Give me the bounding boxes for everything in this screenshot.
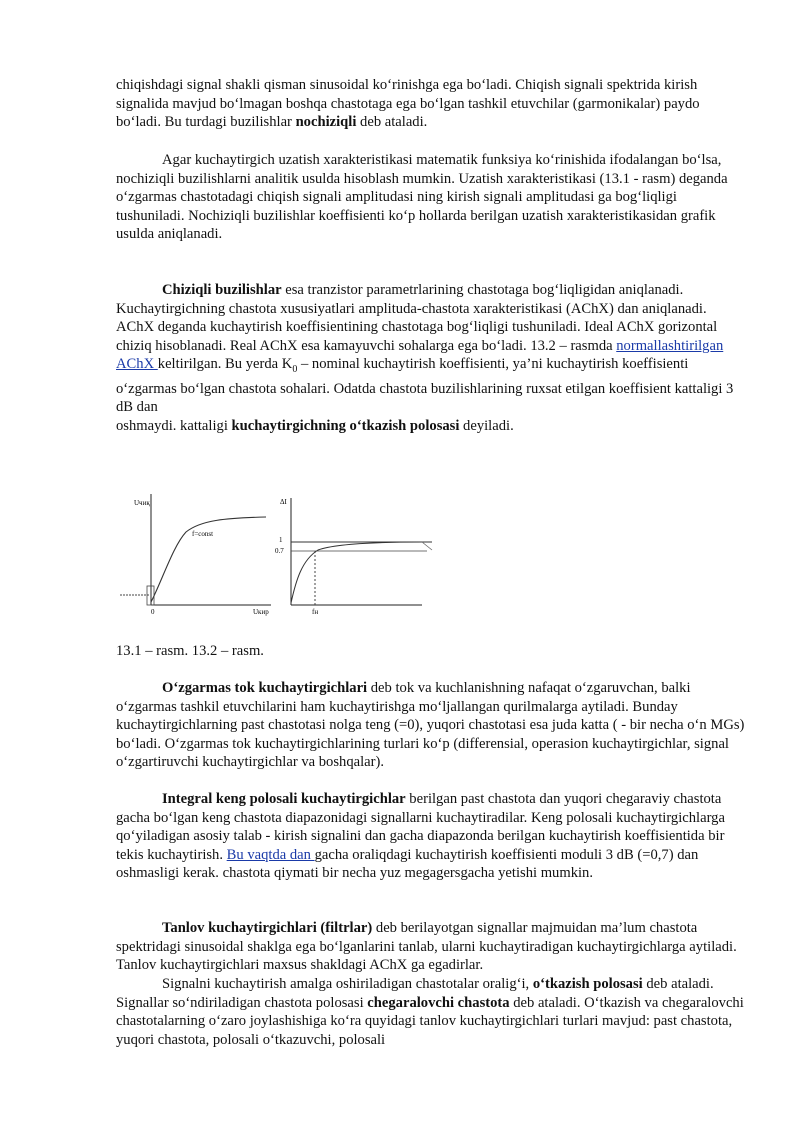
figure-caption <box>116 642 746 661</box>
text-run: keltirilgan. Bu yerda K <box>157 356 293 373</box>
paragraph-nonlinear-distortion <box>116 76 746 132</box>
text-run: esa tranzistor parametrlarining chastotaga bog‘liqligidan aniqlanadi. Kuchaytirgichning chastota xususiyatlari amplituda-chastota xarakteristikasi (AChX) dan aniqlanadi. AChX deganda kuchaytirish koeffisientining chastotaga bog‘liqligi tushuniladi. Ideal AChX gorizontal chiziq hisoblanadi. Real AChX esa kamayuvchi sohalarga ega bo‘ladi. 13.2 – rasmda <box>116 282 718 354</box>
curve-tail <box>422 542 432 550</box>
text-run: Signalni kuchaytirish amalga oshiriladigan chastotalar oralig‘i, <box>162 976 533 992</box>
text-run: berilgan past chastota dan yuqori chegaraviy chastota gacha bo‘lgan keng chastota diapazonidagi signallarni kuchaytiradilar. Keng polosali kuchaytirgichlarga qo‘yiladigan asosiy talab - kirish signalini dan gacha diapazonda berilgan kuchaytirish koeffisientida bir tekis kuchaytirish. <box>116 791 725 863</box>
link-normalized-achx[interactable]: normallashtirilgan AChX <box>116 337 724 373</box>
bold-term: Integral keng polosali kuchaytirgichlar <box>162 791 406 807</box>
text-run: deb ataladi. <box>356 114 428 131</box>
paragraph-selective-amplifiers <box>116 919 746 975</box>
tick-label-07: 0.7 <box>275 547 284 555</box>
paragraph-wideband-amplifiers <box>116 790 746 883</box>
y-axis-label: Uчиқ <box>134 499 150 507</box>
paragraph-dc-amplifiers <box>116 679 746 772</box>
bold-term: Chiziqli buzilishlar <box>162 282 282 298</box>
figure-normalized-achx <box>272 490 442 620</box>
caption-text: 13.1 – rasm. 13.2 – rasm. <box>116 643 264 659</box>
x-axis-label: Uкир <box>253 608 269 616</box>
figure-transfer-characteristic <box>116 490 276 620</box>
x-axis-label: fн <box>312 608 319 616</box>
origin-label: 0 <box>151 608 155 616</box>
bold-term: o‘tkazish polosasi <box>532 976 643 992</box>
text-run: deb berilayotgan signallar majmuidan ma’lum chastota spektridagi sinusoidal shaklga ega bo‘lganlarini tanlab, ularni kuchaytiradigan kuchaytirgichlarga aytiladi. Tanlov kuchaytirgichlari maxsus shakldagi AChX ga egadirlar. <box>116 920 737 974</box>
bold-term: kuchaytirgichning o‘tkazish polosasi <box>231 418 460 435</box>
paragraph-linear-distortion <box>116 281 746 436</box>
paragraph-passband <box>116 975 746 1049</box>
text-run: Agar kuchaytirgich uzatish xarakteristikasi matematik funksiya ko‘rinishida ifodalangan bo‘lsa, nochiziqli buzilishlarni analitik usulda hisoblash mumkin. Uzatish xarakteristikasi (13.1 - rasm) deganda o‘zgarmas chastotadagi chiqish signali amplitudasi ning kirish signali amplitudasi ga bog‘liqligi tushuniladi. Nochiziqli buzilishlar koeffisienti ko‘p hollarda berilgan uzatish xarakteristikasidan grafik usulda aniqlanadi. <box>116 152 728 243</box>
bold-term: chegaralovchi chastota <box>367 994 510 1011</box>
text-run: deb ataladi. O‘tkazish va chegaralovchi chastotalarning o‘zaro joylashishiga ko‘ra quyidagi tanlov kuchaytirgichlari turlari mavjud: past chastota, yuqori chastota, polosali o‘tkazuvchi, polosali <box>116 994 744 1048</box>
text-run: – nominal kuchaytirish koeffisienti, ya’ni kuchaytirish koeffisienti o‘zgarmas bo‘lgan chastota sohalari. Odatda chastota buzilishlarining ruxsat etilgan koeffisient kattaligi 3 dB dan <box>116 356 734 416</box>
link-bu-vaqtda[interactable]: Bu vaqtda dan <box>226 846 315 863</box>
paragraph-transfer-characteristic <box>116 151 746 244</box>
y-axis-label: ΔΙ <box>280 498 287 506</box>
subscript: 0 <box>292 364 298 376</box>
bold-term: Tanlov kuchaytirgichlari (filtrlar) <box>162 920 373 936</box>
bold-term: nochiziqli <box>295 114 357 131</box>
bold-term: O‘zgarmas tok kuchaytirgichlari <box>162 680 368 696</box>
curve-label: f=const <box>192 530 214 538</box>
text-run: deb ataladi. Signallar so‘ndiriladigan chastota polosasi <box>116 976 714 1011</box>
text-run: oshmaydi. kattaligi <box>116 418 232 435</box>
text-run: deb tok va kuchlanishning nafaqat o‘zgaruvchan, balki o‘zgarmas tashkil etuvchilarini ham kuchaytirishga mo‘ljallangan qurilmalarga aytiladi. Bunday kuchaytirgichlarning past chastotasi nolga teng (=0), yuqori chastotasi esa juda katta ( - bir necha o‘n MGs) bo‘ladi. O‘zgarmas tok kuchaytirgichlarining turlari ko‘p (differensial, operasion kuchaytirgichlar, signal o‘zgartiruvchi kuchaytirgichlar va boshqalar). <box>116 680 745 771</box>
tick-label-1: 1 <box>279 536 283 544</box>
text-run: gacha oraliqdagi kuchaytirish koeffisienti moduli 3 dB (=0,7) dan oshmasligi kerak. chastota qiymati bir necha yuz megagersgacha yetishi mumkin. <box>116 846 699 882</box>
text-run: deyiladi. <box>459 418 514 435</box>
text-run: chiqishdagi signal shakli qisman sinusoidal ko‘rinishga ega bo‘ladi. Chiqish signali spektrida kirish signalida mavjud bo‘lmagan boshqa chastotaga ega bo‘lgan tashkil etuvchilar (garmonikalar) paydo bo‘ladi. Bu turdagi buzilishlar <box>116 77 700 131</box>
